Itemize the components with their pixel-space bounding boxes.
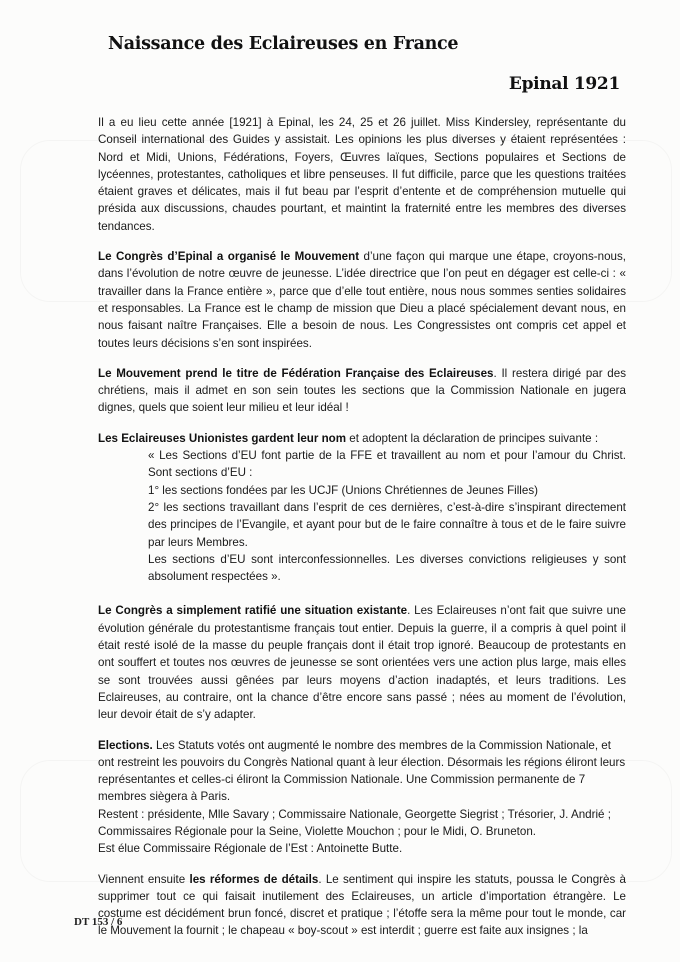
paragraph-lead: Les Eclaireuses Unionistes gardent leur nom bbox=[98, 431, 347, 445]
paragraph-mouvement bbox=[98, 365, 626, 417]
quote-line: Les sections d’EU sont interconfessionnelles. Les diverses convictions religieuses y sont absolument respectées ». bbox=[148, 552, 626, 584]
paragraph-lead: Elections. bbox=[98, 738, 153, 752]
paragraph-ratifie bbox=[98, 602, 626, 723]
document-reference: DT 153 / 6 bbox=[74, 916, 123, 928]
elections-elue: Est élue Commissaire Régionale de l’Est : Antoinette Butte. bbox=[98, 842, 403, 856]
quote-line: 2° les sections travaillant dans l’esprit de ces dernières, c’est-à-dire s’inspirant directement des principes de l’Evangile, et ayant pour but de le faire connaître à tous et de le faire suivre par leurs Membres. bbox=[148, 500, 626, 549]
paragraph-elections bbox=[98, 737, 626, 858]
paragraph-text: . Le sentiment qui inspire les statuts, poussa le Congrès à supprimer tout ce qui faisait inutilement des Eclaireuses, un article d’importation étrangère. Le costume est décidément brun foncé, discret et pratique ; l’étoffe sera la même pour tout le monde, car le Mouvement la fournit ; le chapeau « boy-scout » est interdit ; guerre est faite aux insignes ; la bbox=[98, 872, 626, 938]
paragraph-text: Les Statuts votés ont augmenté le nombre des membres de la Commission Nationale, et ont restreint les pouvoirs du Congrès National quant à leur élection. Désormais les régions éliront leurs représentantes et celles-ci éliront la Commission Nationale. Une Commission permanente de 7 membres siègera à Paris. bbox=[98, 738, 626, 804]
paragraph-lead: Le Mouvement prend le titre de Fédération Française des Eclaireuses bbox=[98, 366, 494, 380]
document-title: Naissance des Eclaireuses en France bbox=[108, 34, 459, 54]
paragraph-text: . Les Eclaireuses n’ont fait que suivre une évolution générale du protestantisme français tout entier. Depuis la guerre, il a compris à quel point il était resté isolé de la masse du peuple français dont il était trop ignoré. Beaucoup de protestants en ont souffert et toutes nos œuvres de jeunesse se sont orientées vers une action plus large, mais elles se sont trouvées aussi gênées par leurs moyens d’action inadaptés, et leurs traditions. Les Eclaireuses, au contraire, ont la chance d’être encore sans passé ; nées au moment de l’évolution, leur devoir était de s’y adapter. bbox=[98, 604, 626, 722]
paragraph-reformes bbox=[98, 871, 626, 940]
paragraph-text: et adoptent la déclaration de principes suivante : bbox=[346, 431, 599, 445]
paragraph-intro: Il a eu lieu cette année [1921] à Epinal, les 24, 25 et 26 juillet. Miss Kindersley, représentante du Conseil international des Guides y assistait. Les opinions les plus diverses y étaient représentées : Nord et Midi, Unions, Fédérations, Foyers, Œuvres laïques, Sections populaires et Sections de lycéennes, protestantes, catholiques et libre penseuses. Il fut difficile, parce que les questions traitées étaient graves et délicates, mais il fut beau par l’esprit d’entente et de compréhension mutuelle qui présida aux discussions, chaudes pourtant, et maintint la fraternité entre les membres des diverses tendances. bbox=[98, 116, 626, 233]
paragraph-eu bbox=[98, 430, 626, 447]
quote-line: « Les Sections d’EU font partie de la FFE et travaillent au nom et pour l’amour du Christ. Sont sections d’EU : bbox=[148, 449, 626, 480]
paragraph-lead: Le Congrès d’Epinal a organisé le Mouvement bbox=[98, 250, 360, 264]
paragraph-text: . Il restera dirigé par des chrétiens, mais il admet en son sein toutes les sections que la Commission Nationale en jugera dignes, quels que soient leur milieu et leur idéal ! bbox=[98, 366, 626, 415]
paragraph-lead: les réformes de détails bbox=[189, 872, 319, 886]
paragraph-congres bbox=[98, 248, 626, 352]
document-body bbox=[98, 114, 626, 953]
paragraph-lead: Le Congrès a simplement ratifié une situation existante bbox=[98, 604, 408, 618]
quote-line: 1° les sections fondées par les UCJF (Unions Chrétiennes de Jeunes Filles) bbox=[148, 483, 538, 497]
declaration-quote bbox=[148, 447, 626, 585]
paragraph-text: Viennent ensuite bbox=[98, 872, 190, 886]
paragraph-text: d’une façon qui marque une étape, croyons-nous, dans l’évolution de notre œuvre de jeunesse. L’idée directrice que l’on peut en dégager est celle-ci : « travailler dans la France entière », parce que d’elle tout entière, nous nous sommes senties solidaires et responsables. La France est le champ de mission que Dieu a placé spécialement devant nous, en nous faisant naître Françaises. Elle a besoin de nous. Les Congressistes ont compris cet appel et toutes leurs décisions s’en sont inspirées. bbox=[98, 250, 626, 350]
document-subtitle: Epinal 1921 bbox=[508, 74, 620, 94]
elections-members: Restent : présidente, Mlle Savary ; Commissaire Nationale, Georgette Siegrist ; Trésorier, J. Andrié ; Commissaires Régionale pour la Seine, Violette Mouchon ; pour le Midi, O. Bruneton. bbox=[98, 807, 611, 838]
